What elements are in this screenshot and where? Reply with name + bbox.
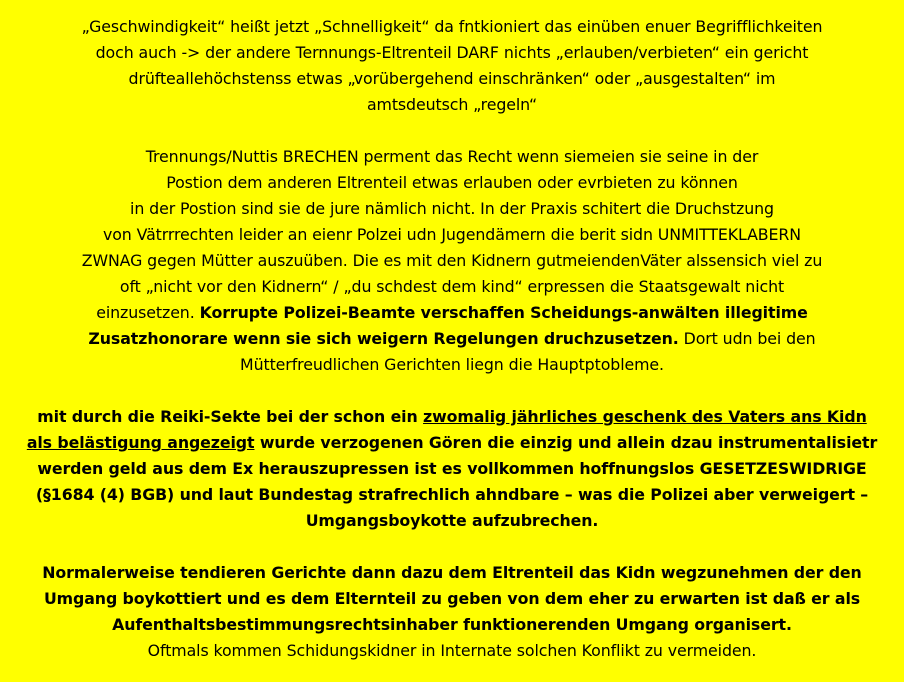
text-line: in der Postion sind sie de jure nämlich nicht. In der Praxis schitert die Druchstzung [130, 199, 774, 218]
underlined-text-segment: zwomalig jährliches geschenk des Vaters ans Kidn [423, 407, 867, 426]
text-line: ZWNAG gegen Mütter auszuüben. Die es mit den Kidnern gutmeiendenVäter alssensich viel zu [81, 251, 823, 270]
text-line: amtsdeutsch „regeln“ [366, 95, 538, 114]
text-line: von Vätrrrechten leider an eienr Polzei udn Jugendämern die berit sidn UNMITTEKLABERN [102, 225, 802, 244]
paragraph-1 [0, 14, 904, 118]
text-segment: wurde verzogenen Gören die einzig und allein dzau instrumentalisietr [254, 433, 878, 452]
text-line: Aufenthaltsbestimmungsrechtsinhaber funktionerenden Umgang organisert. [112, 615, 792, 634]
text-line: Trennungs/Nuttis BRECHEN perment das Recht wenn siemeien sie seine in der [145, 147, 759, 166]
text-line: Umgangsboykotte aufzubrechen. [305, 511, 599, 530]
text-line: Postion dem anderen Eltrenteil etwas erlauben oder evrbieten zu können [166, 173, 738, 192]
text-line: Oftmals kommen Schidungskidner in Internate solchen Konflikt zu vermeiden. [147, 641, 757, 660]
slide-text-body [0, 14, 904, 664]
text-line: (§1684 (4) BGB) und laut Bundestag strafrechlich ahndbare – was die Polizei aber verweigert – [35, 485, 869, 504]
bold-text-segment: Korrupte Polizei-Beamte verschaffen Scheidungs-anwälten illegitime [199, 303, 808, 322]
text-segment: Dort udn bei den [678, 329, 816, 348]
bold-text-segment: Zusatzhonorare wenn sie sich weigern Regelungen druchzusetzen. [88, 329, 679, 348]
text-line: Umgang boykottiert und es dem Elternteil zu geben von dem eher zu erwarten ist daß er als [43, 589, 861, 608]
text-line [0, 326, 904, 352]
text-line: drüfteallehöchstenss etwas „vorübergehend einschränken“ oder „ausgestalten“ im [128, 69, 776, 88]
paragraph-4 [0, 560, 904, 664]
text-segment: einzusetzen. [96, 303, 200, 322]
underlined-text-segment: als belästigung angezeigt [26, 433, 255, 452]
text-line: werden geld aus dem Ex herauszupressen ist es vollkommen hoffnungslos GESETZESWIDRIGE [37, 459, 867, 478]
text-line: doch auch -> der andere Ternnungs-Eltrenteil DARF nichts „erlauben/verbieten“ ein gericht [95, 43, 809, 62]
text-line [0, 404, 904, 430]
paragraph-3 [0, 404, 904, 534]
text-line: „Geschwindigkeit“ heißt jetzt „Schnelligkeit“ da fntkioniert das einüben enuer Begrifflichkeiten [81, 17, 823, 36]
text-line: oft „nicht vor den Kidnern“ / „du schdest dem kind“ erpressen die Staatsgewalt nicht [119, 277, 785, 296]
text-line: Mütterfreudlichen Gerichten liegn die Hauptptobleme. [240, 355, 664, 374]
text-line: Normalerweise tendieren Gerichte dann dazu dem Eltrenteil das Kidn wegzunehmen der den [42, 563, 862, 582]
text-line [0, 300, 904, 326]
text-segment: mit durch die Reiki-Sekte bei der schon ein [37, 407, 424, 426]
paragraph-2 [0, 144, 904, 378]
text-line [0, 430, 904, 456]
